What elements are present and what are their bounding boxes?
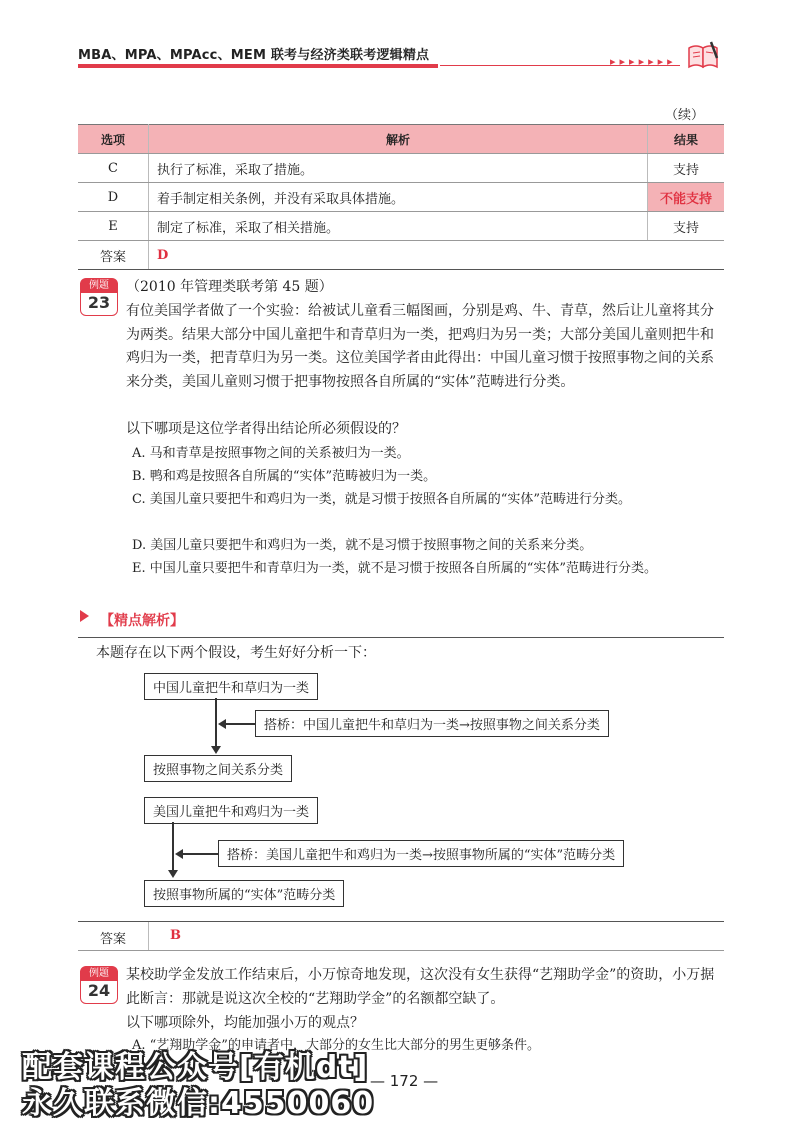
option-e: E. 中国儿童只要把牛和青草归为一类，就不是习惯于按照各自所属的“实体”范畴进行分类。 xyxy=(132,561,658,576)
analysis-intro: 本题存在以下两个假设，考生好好分析一下： xyxy=(96,645,376,661)
table-row xyxy=(78,154,724,183)
option-b: B. 鸭和鸡是按照各自所属的“实体”范畴被归为一类。 xyxy=(132,469,437,484)
page-number: — 172 — xyxy=(370,1072,439,1090)
arrow-left-icon xyxy=(218,719,226,729)
analysis-answer-row xyxy=(78,921,724,951)
flow2-bridge-connector xyxy=(183,853,219,855)
flow1-connector xyxy=(215,698,217,748)
option-analysis: 执行了标准，采取了措施。 xyxy=(149,154,648,183)
badge-label: 例题 xyxy=(81,279,117,293)
arrow-left-icon xyxy=(175,849,183,859)
col-header-analysis: 解析 xyxy=(149,125,648,154)
running-header-title: MBA、MPA、MPAcc、MEM 联考与经济类联考逻辑精点 xyxy=(78,48,430,63)
example23-stem: 有位美国学者做了一个实验：给被试儿童看三幅图画，分别是鸡、牛、青草，然后让儿童将其分为两类。结果大部分中国儿童把牛和青草归为一类，把鸡归为另一类；大部分美国儿童则把牛和鸡归为一类，把青草归为另一类。这位美国学者由此得出：中国儿童习惯于按照事物之间的关系来分类，美国儿童则习惯于把事物按照各自所属的“实体”范畴进行分类。 xyxy=(126,303,714,390)
flow1-bridge-connector xyxy=(226,723,256,725)
watermark-line2: 永久联系微信:4550060 xyxy=(22,1086,375,1121)
example24-question: 以下哪项除外，均能加强小万的观点？ xyxy=(126,1015,364,1031)
flow1-conclusion-box: 按照事物之间关系分类 xyxy=(144,755,292,782)
options-analysis-table xyxy=(78,124,724,270)
option-result: 支持 xyxy=(648,212,725,241)
example23-question: 以下哪项是这位学者得出结论所必须假设的？ xyxy=(126,421,406,437)
analysis-heading: 【精点解析】 xyxy=(100,613,184,629)
col-header-option: 选项 xyxy=(78,125,149,154)
flow2-conclusion-box: 按照事物所属的“实体”范畴分类 xyxy=(144,880,344,907)
answer-label: 答案 xyxy=(78,241,149,270)
answer-separator xyxy=(148,922,149,950)
header-rule-thick xyxy=(78,64,438,68)
flow2-connector xyxy=(172,822,174,872)
badge-number: 23 xyxy=(87,293,111,312)
option-analysis: 着手制定相关条例，并没有采取具体措施。 xyxy=(149,183,648,212)
answer-label: 答案 xyxy=(99,932,126,947)
flow2-bridge-box: 搭桥：美国儿童把牛和鸡归为一类→按照事物所属的“实体”范畴分类 xyxy=(218,840,624,867)
option-letter: E xyxy=(78,212,149,241)
answer-value: D xyxy=(149,241,725,270)
table-row xyxy=(78,212,724,241)
option-letter: D xyxy=(78,183,149,212)
col-header-result: 结果 xyxy=(648,125,725,154)
watermark-line1: 配套课程公众号[有机dt] xyxy=(22,1050,369,1085)
option-analysis: 制定了标准，采取了相关措施。 xyxy=(149,212,648,241)
header-arrows: ▸▸▸▸▸▸▸ xyxy=(610,55,677,68)
badge-label: 例题 xyxy=(81,967,117,981)
answer-row xyxy=(78,241,724,270)
option-result-highlighted: 不能支持 xyxy=(648,183,725,212)
example-badge-23 xyxy=(80,278,118,316)
example24-stem: 某校助学金发放工作结束后，小万惊奇地发现，这次没有女生获得“艺翔助学金”的资助，小万据此断言：那就是说这次全校的“艺翔助学金”的名额都空缺了。 xyxy=(126,967,715,1007)
option-c: C. 美国儿童只要把牛和鸡归为一类，就是习惯于按照各自所属的“实体”范畴进行分类。 xyxy=(132,492,632,507)
continued-label: （续） xyxy=(665,108,705,123)
triangle-marker-icon xyxy=(80,610,89,622)
table-row xyxy=(78,183,724,212)
example24-option-a: A. “艺翔助学金”的申请者中，大部分的女生比大部分的男生更够条件。 xyxy=(132,1038,540,1053)
option-result: 支持 xyxy=(648,154,725,183)
book-pencil-icon xyxy=(686,40,720,70)
example-badge-24 xyxy=(80,966,118,1004)
flow1-bridge-box: 搭桥：中国儿童把牛和草归为一类→按照事物之间关系分类 xyxy=(255,710,609,737)
flow1-premise-box: 中国儿童把牛和草归为一类 xyxy=(144,673,318,700)
option-a: A. 马和青草是按照事物之间的关系被归为一类。 xyxy=(132,446,410,461)
arrow-down-icon xyxy=(211,746,221,754)
flow2-premise-box: 美国儿童把牛和鸡归为一类 xyxy=(144,797,318,824)
answer-value: B xyxy=(170,928,181,943)
arrow-down-icon xyxy=(168,870,178,878)
option-letter: C xyxy=(78,154,149,183)
option-d: D. 美国儿童只要把牛和鸡归为一类，就不是习惯于按照事物之间的关系来分类。 xyxy=(132,538,593,553)
badge-number: 24 xyxy=(87,981,111,1000)
example23-source: （2010 年管理类联考第 45 题） xyxy=(126,279,333,295)
analysis-rule xyxy=(78,637,724,638)
